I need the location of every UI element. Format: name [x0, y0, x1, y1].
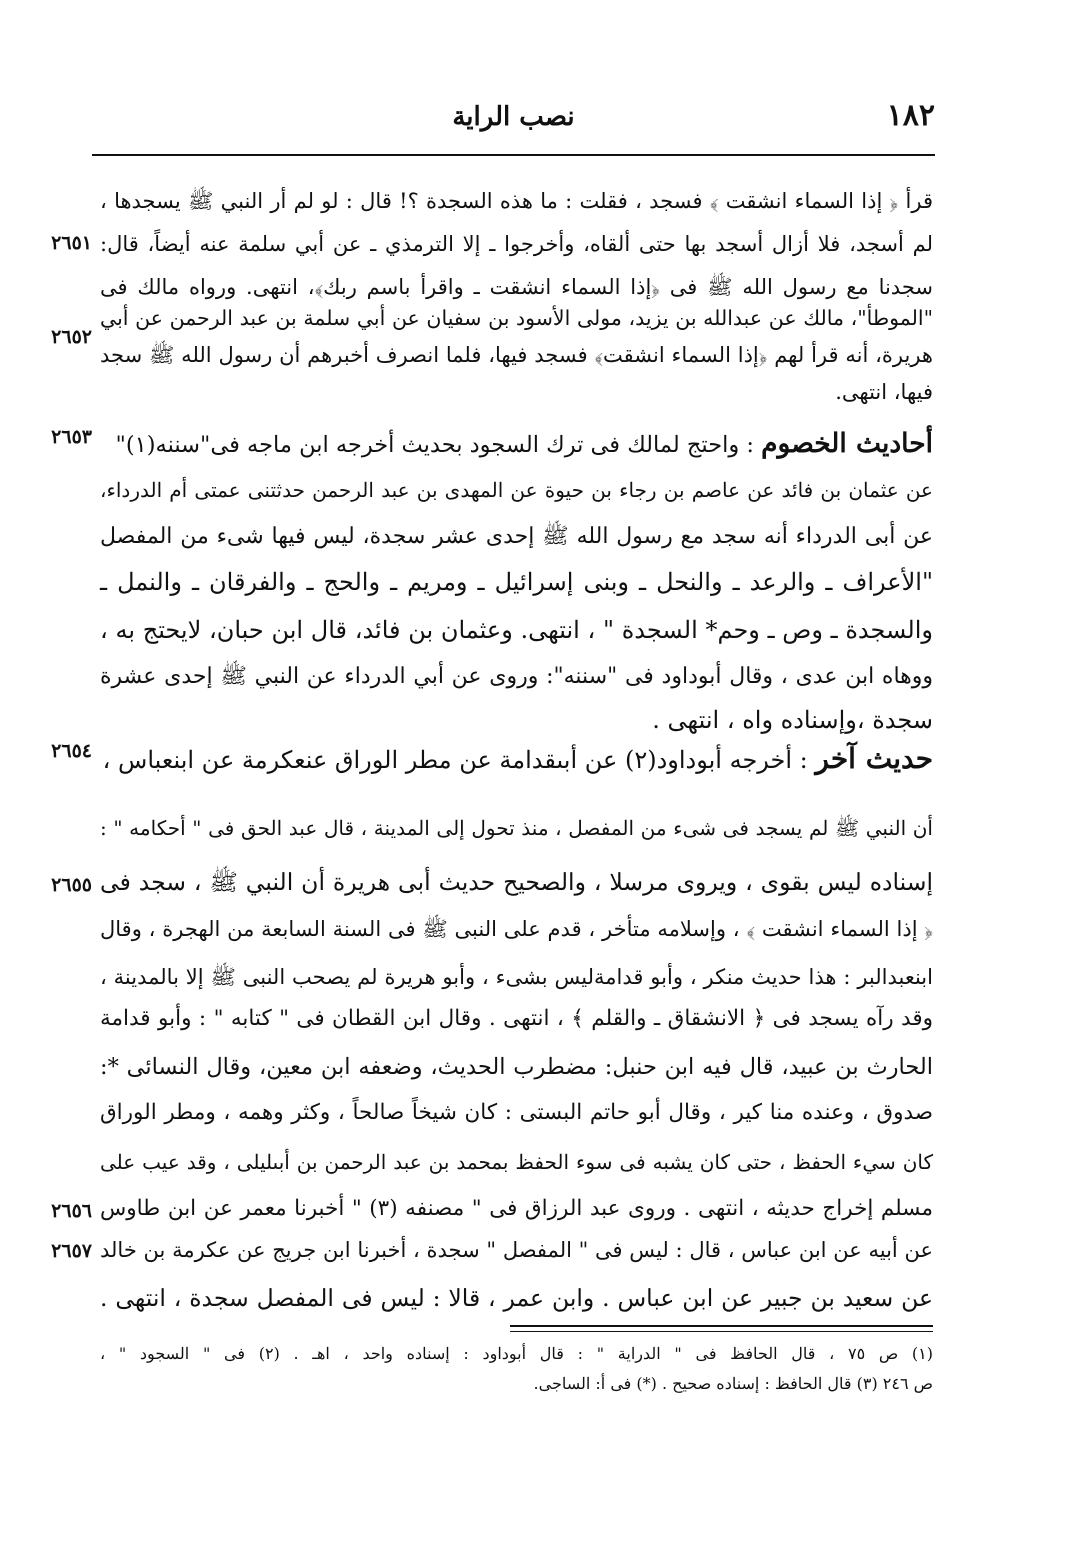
hadith-number: ٢٦٥٥ [51, 874, 92, 896]
heading-continuation: : واحتج لمالك فى ترك السجود بحديث أخرجه ابن ماجه فى"سننه(١)" [115, 432, 754, 458]
footnote-line: (١) ص ٧٥ ، قال الحافظ فى " الدراية " : قال أبوداود : إسناده واحد ، اهـ . (٢) فى " السجود " ، [100, 1344, 934, 1363]
text-line: ﴿ إذا السماء انشقت ﴾ ، وإسلامه متأخر ، قدم على النبى ﷺ فى السنة السابعة من الهجرة ، وقال [100, 917, 933, 941]
text-line: مسلم إخراج حديثه ، انتهى . وروى عبد الرزاق فى " مصنفه (٣) " أخبرنا معمر عن ابن طاوس [100, 1196, 933, 1221]
footnote-line: ص ٢٤٦ (٣) قال الحافظ : إسناده صحيح . (*) فى أ: الساجى. [533, 1374, 933, 1393]
text-line: قرأ ﴿ إذا السماء انشقت ﴾ فسجد ، فقلت : ما هذه السجدة ؟! قال : لو لم أر النبي ﷺ يسجدها ، [100, 189, 933, 213]
text-line: كان سيء الحفظ ، حتى كان يشبه فى سوء الحفظ بمحمد بن عبد الرحمن بن أبىليلى ، وقد عيب على [100, 1150, 933, 1174]
hadith-number: ٢٦٥٢ [51, 326, 92, 348]
text-line: والسجدة ـ وص ـ وحم* السجدة " ، انتهى. وعثمان بن فائد، قال ابن حبان، لايحتج به ، [100, 616, 933, 644]
text-line [100, 742, 933, 775]
text-line: سجدة ،وإسناده واه ، انتهى . [652, 706, 933, 734]
page-number: ١٨٢ [886, 98, 935, 133]
text-line: سجدنا مع رسول الله ﷺ فى ﴿إذا السماء انشقت ـ واقرأ باسم ربك﴾، انتهى. ورواه مالك فى [100, 275, 933, 299]
text-line: فيها، انتهى. [835, 380, 933, 404]
text-line: هريرة، أنه قرأ لهم ﴿إذا السماء انشقت﴾ فسجد فيها، فلما انصرف أخبرهم أن رسول الله ﷺ سجد [100, 343, 933, 367]
text-line: ووهاه ابن عدى ، وقال أبوداود فى "سننه": وروى عن أبي الدرداء عن النبي ﷺ إحدى عشرة [100, 664, 933, 689]
text-line: لم أسجد، فلا أزال أسجد بها حتى ألقاه، وأخرجوا ـ إلا الترمذي ـ عن أبي سلمة عنه أيضاً، قال: [100, 232, 933, 256]
text-line: عن عثمان بن فائد عن عاصم بن رجاء بن حيوة عن المهدى بن عبد الرحمن حدثتنى عمتى أم الدرداء، [100, 478, 933, 502]
heading-continuation: : أخرجه أبوداود(٢) عن أبىقدامة عن مطر الوراق عنعكرمة عن ابنعباس ، [102, 746, 808, 774]
text-line: عن سعيد بن جبير عن ابن عباس . وابن عمر ، قالا : ليس فى المفصل سجدة ، انتهى . [100, 1284, 933, 1312]
text-line: "الموطأ"، مالك عن عبدالله بن يزيد، مولى الأسود بن سفيان عن أبي سلمة بن عبد الرحمن عن أبي [100, 306, 933, 330]
section-heading: حديث آخر [815, 742, 933, 775]
header-rule [92, 154, 935, 156]
hadith-number: ٢٦٥٤ [51, 740, 92, 762]
footnote-rule-thin [510, 1331, 933, 1332]
footnote-rule [510, 1325, 933, 1327]
section-heading: أحاديث الخصوم [761, 428, 933, 459]
text-line: ابنعبدالبر : هذا حديث منكر ، وأبو قدامةليس بشىء ، وأبو هريرة لم يصحب النبى ﷺ إلا بالمدينة ، [100, 965, 933, 989]
text-line: عن أبيه عن ابن عباس ، قال : ليس فى " المفصل " سجدة ، أخبرنا ابن جريج عن عكرمة بن خالد [100, 1238, 933, 1262]
hadith-number: ٢٦٥٦ [51, 1200, 92, 1222]
page-header [92, 98, 935, 148]
text-line: عن أبى الدرداء أنه سجد مع رسول الله ﷺ إحدى عشر سجدة، ليس فيها شىء من المفصل [100, 524, 933, 549]
text-line: الحارث بن عبيد، قال فيه ابن حنبل: مضطرب الحديث، وضعفه ابن معين، وقال النسائى *: [100, 1054, 933, 1080]
text-line: أن النبي ﷺ لم يسجد فى شىء من المفصل ، منذ تحول إلى المدينة ، قال عبد الحق فى " أحكامه " : [100, 816, 933, 840]
running-title: نصب الراية [452, 102, 575, 132]
text-line: إسناده ليس بقوى ، ويروى مرسلا ، والصحيح حديث أبى هريرة أن النبي ﷺ ، سجد فى [100, 868, 933, 896]
text-line: وقد رآه يسجد فى ﴿ الانشقاق ـ والقلم ﴾ ، انتهى . وقال ابن القطان فى " كتابه " : وأبو قدامة [100, 1006, 933, 1031]
text-line: "الأعراف ـ والرعد ـ والنحل ـ وبنى إسرائيل ـ ومريم ـ والحج ـ والفرقان ـ والنمل ـ [100, 568, 933, 596]
text-line [100, 428, 933, 459]
hadith-number: ٢٦٥٧ [51, 1240, 92, 1262]
hadith-number: ٢٦٥١ [51, 232, 92, 254]
hadith-number: ٢٦٥٣ [51, 426, 92, 448]
text-line: صدوق ، وعنده منا كير ، وقال أبو حاتم البستى : كان شيخاً صالحاً ، وكثر وهمه ، ومطر الوراق [100, 1100, 933, 1125]
